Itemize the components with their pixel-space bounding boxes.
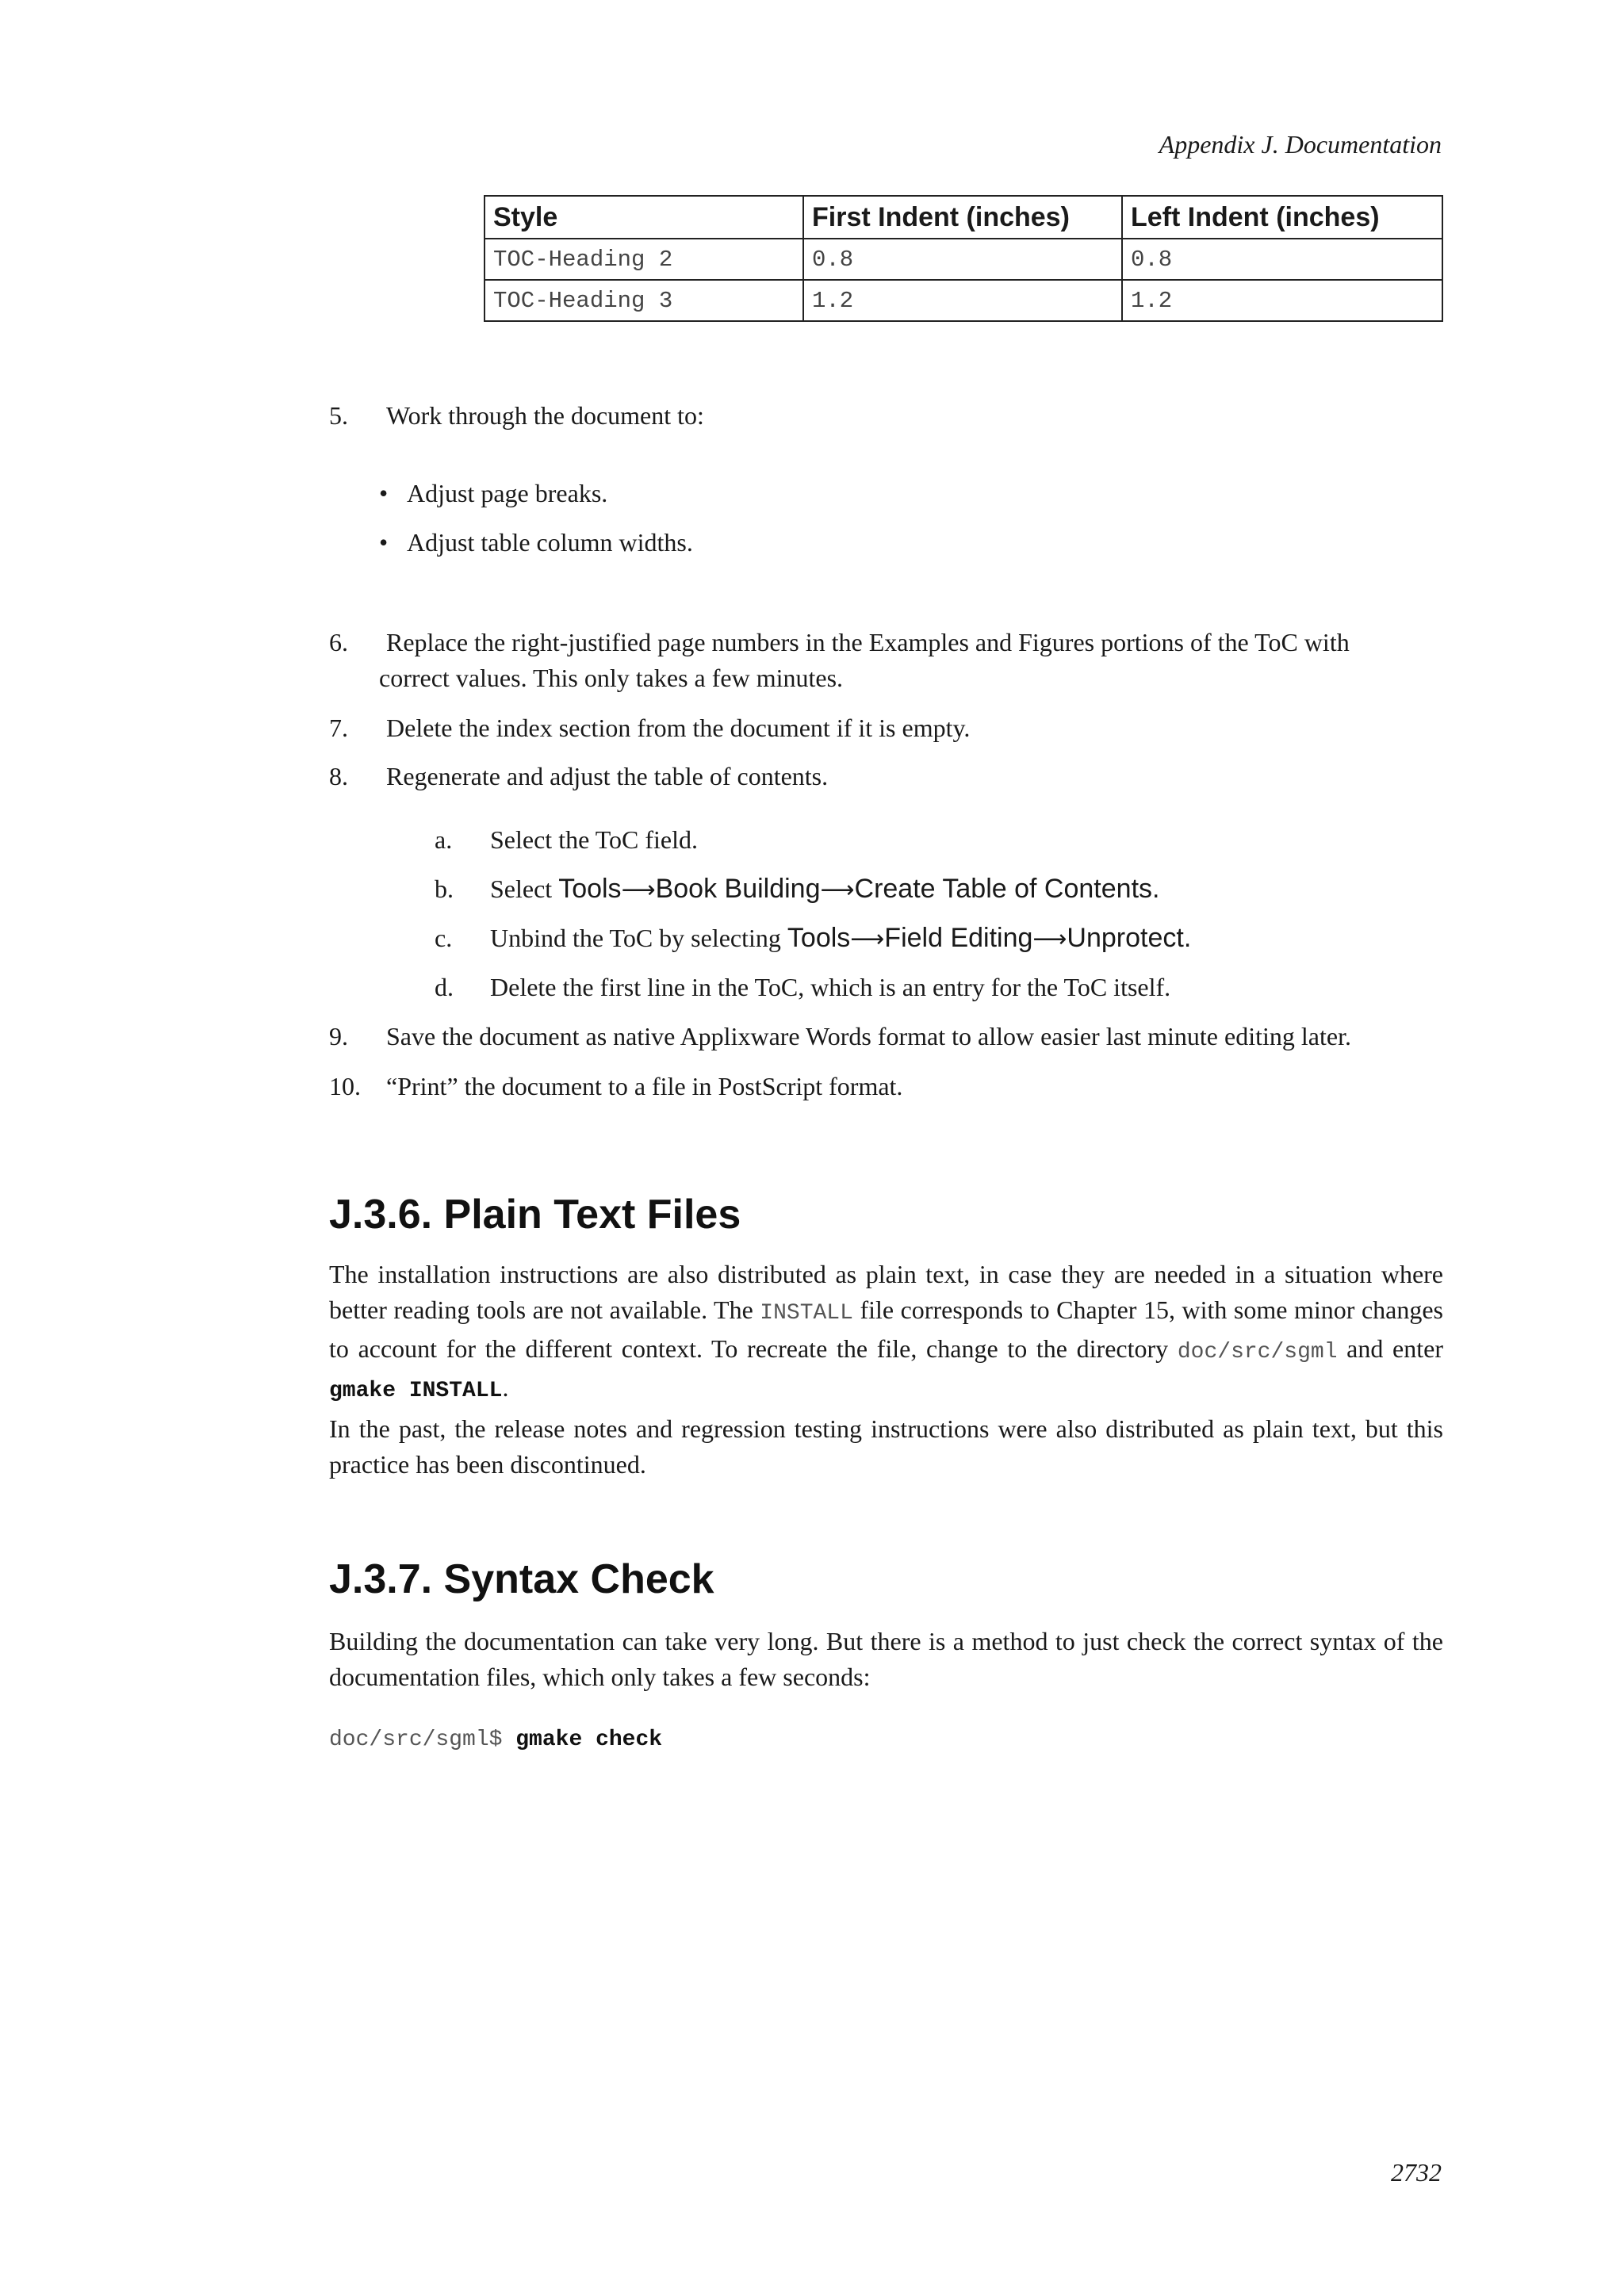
syntax-check-paragraph: Building the documentation can take very long. But there is a method to just check the correct syntax of the documentation files, which only takes a few seconds:: [329, 1627, 1443, 1691]
plain-text-paragraph-1: [329, 1257, 1443, 1409]
table-cell: 1.2: [1122, 280, 1442, 321]
step-text: Delete the index section from the document if it is empty.: [386, 714, 971, 742]
bullet-icon: •: [379, 479, 389, 507]
list-item: Adjust table column widths.: [407, 528, 693, 557]
substep-prefix: Unbind the ToC by selecting: [490, 924, 787, 952]
substep-text: Delete the first line in the ToC, which is an entry for the ToC itself.: [490, 973, 1171, 1001]
menu-path-field-editing: Field Editing: [884, 923, 1033, 953]
menu-arrow-icon: ⟶: [850, 925, 885, 953]
table-row: [485, 239, 1442, 280]
step-number: 9.: [329, 1022, 348, 1050]
menu-path-tools: Tools: [787, 923, 851, 953]
filename-install: INSTALL: [760, 1301, 853, 1326]
shell-prompt: doc/src/sgml$: [329, 1728, 516, 1752]
section-heading-syntax-check: J.3.7. Syntax Check: [329, 1556, 714, 1602]
table-cell: TOC-Heading 2: [485, 239, 803, 280]
substep-letter: d.: [435, 973, 454, 1001]
toc-style-table: [484, 195, 1443, 322]
table-header-row: [485, 196, 1442, 239]
substep-suffix: .: [1183, 923, 1192, 953]
step-number: 7.: [329, 714, 348, 742]
substep-letter: a.: [435, 825, 453, 854]
substep-prefix: Select: [490, 874, 559, 903]
step-number: 8.: [329, 762, 348, 790]
table-row: [485, 280, 1442, 321]
table-cell: TOC-Heading 3: [485, 280, 803, 321]
command-gmake-install: gmake INSTALL: [329, 1379, 503, 1403]
substep-text: [490, 871, 1159, 908]
menu-arrow-icon: ⟶: [1032, 925, 1067, 953]
substep-suffix: .: [1152, 874, 1160, 904]
menu-arrow-icon: ⟶: [820, 876, 855, 904]
section-heading-plain-text: J.3.6. Plain Text Files: [329, 1192, 741, 1238]
step-number: 10.: [329, 1072, 361, 1100]
menu-path-book-building: Book Building: [655, 874, 821, 904]
paragraph-text: file corresponds to Chapter 15, with some minor changes to account for the different context. To recreate the file, change to the directory: [329, 1295, 1444, 1363]
page-number: 2732: [1391, 2158, 1442, 2187]
menu-path-create-toc: Create Table of Contents: [854, 874, 1153, 904]
menu-path-tools: Tools: [558, 874, 622, 904]
plain-text-paragraph-2: In the past, the release notes and regression testing instructions were also distributed as plain text, but this practice has been discontinued.: [329, 1414, 1443, 1479]
column-header: First Indent (inches): [803, 196, 1122, 239]
column-header: Left Indent (inches): [1122, 196, 1442, 239]
code-example: [329, 1719, 662, 1758]
step-number: 6.: [329, 628, 348, 656]
bullet-icon: •: [379, 528, 389, 557]
table-cell: 0.8: [1122, 239, 1442, 280]
running-header: Appendix J. Documentation: [1159, 130, 1442, 159]
step-text: Work through the document to:: [386, 401, 704, 430]
column-header: Style: [485, 196, 803, 239]
menu-arrow-icon: ⟶: [621, 876, 656, 904]
list-item: Adjust page breaks.: [407, 479, 608, 507]
step-text: Save the document as native Applixware Words format to allow easier last minute editing later.: [386, 1022, 1351, 1050]
substep-text: [490, 920, 1191, 957]
table-cell: 1.2: [803, 280, 1122, 321]
directory-path: doc/src/sgml: [1177, 1340, 1338, 1364]
menu-path-unprotect: Unprotect: [1067, 923, 1184, 953]
paragraph-text: The installation instructions are also distributed as plain text, in case they are needed in a situation where better reading tools are not available. The: [329, 1260, 1443, 1324]
substep-text: Select the ToC field.: [490, 825, 698, 854]
paragraph-text: .: [502, 1373, 509, 1402]
command-gmake-check: gmake check: [515, 1728, 663, 1752]
step-text: correct values. This only takes a few minutes.: [379, 664, 844, 692]
step-text: Regenerate and adjust the table of contents.: [386, 762, 829, 790]
paragraph-text: and enter: [1337, 1334, 1444, 1363]
substep-letter: c.: [435, 924, 453, 952]
step-text: Replace the right-justified page numbers in the Examples and Figures portions of the ToC with: [386, 628, 1350, 656]
table-cell: 0.8: [803, 239, 1122, 280]
substep-letter: b.: [435, 874, 454, 903]
step-number: 5.: [329, 401, 348, 430]
step-text: “Print” the document to a file in PostScript format.: [386, 1072, 903, 1100]
